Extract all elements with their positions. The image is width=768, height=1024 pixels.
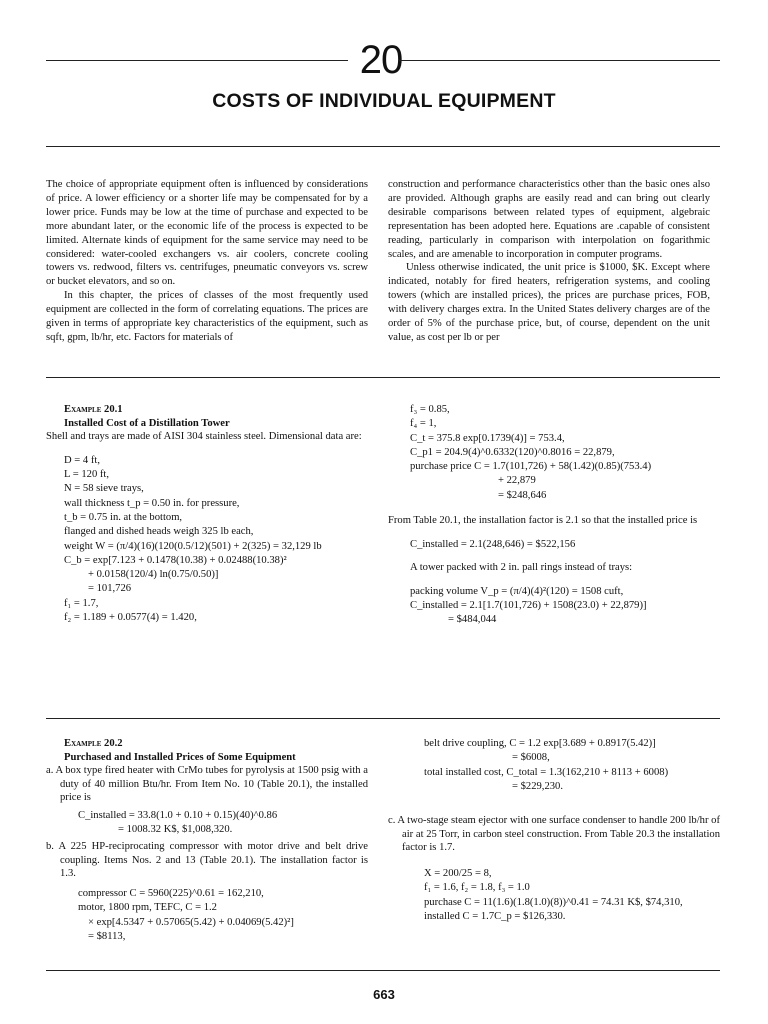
equation-line: = $484,044 xyxy=(448,614,497,626)
example-title: Installed Cost of a Distillation Tower xyxy=(64,417,230,429)
equation-line: purchase price C = 1.7(101,726) + 58(1.42)(0.85)(753.4) xyxy=(410,461,652,473)
equation-line: = $8113, xyxy=(88,930,126,942)
equation-line: C_p1 = 204.9(4)^0.6332(120)^0.8016 = 22,879, xyxy=(410,446,615,458)
equation-line: X = 200/25 = 8, xyxy=(424,867,492,879)
packing-note: A tower packed with 2 in. pall rings instead of trays: xyxy=(410,562,633,574)
equation-line: = $229,230. xyxy=(512,780,563,792)
item-a-text: a. A box type fired heater with CrMo tubes for pyrolysis at 1500 psig with a duty of 40 million Btu/hr. From Item No. 10 (Table 20.1), the installed price is xyxy=(46,765,368,804)
equation-line: C_t = 375.8 exp[0.1739(4)] = 753.4, xyxy=(410,432,565,444)
equation-line: D = 4 ft, xyxy=(64,454,100,466)
equation-line: + 22,879 xyxy=(498,475,536,487)
equation-line: = $248,646 xyxy=(498,489,547,501)
intro-paragraph: Unless otherwise indicated, the unit price is $1000, $K. Except where indicated, notably for fired heaters, refrigeration systems, and cooling towers (which are installed prices), the prices are purchase prices, FOB, with delivery charges extra. In the United States delivery charges are of the order of 5% of the purchase price, but, of course, dependent on the unit value, as cost per lb or per xyxy=(388,262,710,343)
equation-line: C_b = exp[7.123 + 0.1478(10.38) + 0.02488(10.38)² xyxy=(64,554,287,566)
equation-line: = 101,726 xyxy=(88,583,132,595)
intro-paragraph: construction and performance characteristics other than the basic ones also are provided. Although graphs are easily read and can bring out clearly desirable comparisons between related types of equipment, algebraic representation has been adopted here. Equations are .capable of consistent reading, particularly in comparison with interpolation on fogarithmic scales, and are amenable to incorporation in computer programs. xyxy=(388,179,710,260)
item-c-text: c. A two-stage steam ejector with one surface condenser to handle 200 lb/hr of air at 25 Torr, in carbon steel construction. From Table 20.3 the installation factor is 1.7. xyxy=(388,815,720,854)
equation-line: wall thickness t_p = 0.50 in. for pressure, xyxy=(64,497,240,509)
equation-line: C_installed = 2.1(248,646) = $522,156 xyxy=(410,538,576,550)
equation-line: L = 120 ft, xyxy=(64,469,110,481)
example-label: Example 20.1 xyxy=(64,404,123,415)
installation-note: From Table 20.1, the installation factor is 2.1 so that the installed price is xyxy=(388,515,698,527)
page-number: 663 xyxy=(373,987,395,1002)
example-20-2-right xyxy=(388,737,720,924)
intro-left-column xyxy=(46,178,368,345)
example-title: Purchased and Installed Prices of Some Equipment xyxy=(64,751,296,763)
equation-line: = 1008.32 K$, $1,008,320. xyxy=(118,823,233,835)
intro-paragraph: In this chapter, the prices of classes of the most frequently used equipment are collected in the form of correlating equations. The prices are given in terms of appropriate key characteristics of the equipment, such as sqft, gpm, lb/hr, etc. Factors for materials of xyxy=(46,290,368,343)
equation-line: f₁ = 1.6, f₂ = 1.8, f₃ = 1.0 xyxy=(424,882,530,894)
equation-line: × exp[4.5347 + 0.57065(5.42) + 0.04069(5.42)²] xyxy=(88,916,294,928)
header-bottom-rule xyxy=(46,146,720,147)
header-rule-right xyxy=(398,60,720,61)
equation-line: purchase C = 11(1.6)(1.8(1.0)(8))^0.41 = 74.31 K$, $74,310, xyxy=(424,896,683,908)
intro-paragraph: The choice of appropriate equipment often is influenced by considerations of price. A lower efficiency or a shorter life may be compensated for by a lower price. Funds may be low at the time of purchase and expected to be more abundant later, or the economic life of the process is expected to be limited. Alternate kinds of equipment for the same service may need to be considered: water-cooled exchangers vs. air coolers, concrete cooling towers vs. redwood, filters vs. centrifuges, pneumatic conveyors vs. screw or bucket elevators, and so on. xyxy=(46,179,368,288)
equation-line: + 0.0158(120/4) ln(0.75/0.50)] xyxy=(88,569,219,581)
chapter-title: COSTS OF INDIVIDUAL EQUIPMENT xyxy=(212,90,556,112)
equation-line: motor, 1800 rpm, TEFC, C = 1.2 xyxy=(78,902,217,914)
example-20-2-left xyxy=(46,737,368,944)
equation-line: compressor C = 5960(225)^0.61 = 162,210, xyxy=(78,887,264,899)
example-label: Example 20.2 xyxy=(64,738,123,749)
equation-line: C_installed = 2.1[1.7(101,726) + 1508(23.0) + 22,879)] xyxy=(410,600,647,612)
footer-rule xyxy=(46,970,720,971)
equation-line: flanged and dished heads weigh 325 lb each, xyxy=(64,526,254,538)
example-20-1-top-rule xyxy=(46,377,720,378)
equation-line: f₃ = 0.85, xyxy=(410,404,450,415)
example-intro: Shell and trays are made of AISI 304 stainless steel. Dimensional data are: xyxy=(46,431,362,443)
chapter-number: 20 xyxy=(359,38,403,82)
equation-line: f₂ = 1.189 + 0.0577(4) = 1.420, xyxy=(64,612,197,624)
equation-line: total installed cost, C_total = 1.3(162,210 + 8113 + 6008) xyxy=(424,766,669,778)
example-20-2-top-rule xyxy=(46,718,720,719)
equation-line: f₁ = 1.7, xyxy=(64,597,99,609)
item-b-text: b. A 225 HP-reciprocating compressor with motor drive and belt drive coupling. Items Nos. 2 and 13 (Table 20.1). The installation factor is 1.3. xyxy=(46,841,368,880)
equation-line: belt drive coupling, C = 1.2 exp[3.689 + 0.8917(5.42)] xyxy=(424,738,656,749)
equation-line: N = 58 sieve trays, xyxy=(64,483,144,495)
equation-line: packing volume V_p = (π/4)(4)²(120) = 1508 cuft, xyxy=(410,585,624,597)
equation-line: weight W = (π/4)(16)(120(0.5/12)(501) + 2(325) = 32,129 lb xyxy=(64,540,322,552)
equation-line: C_installed = 33.8(1.0 + 0.10 + 0.15)(40)^0.86 xyxy=(78,809,278,821)
equation-line: t_b = 0.75 in. at the bottom, xyxy=(64,511,183,523)
intro-right-column xyxy=(388,178,710,345)
equation-line: installed C = 1.7C_p = $126,330. xyxy=(424,910,566,922)
header-rule-left xyxy=(46,60,348,61)
example-20-1-right xyxy=(388,403,720,628)
equation-line: = $6008, xyxy=(512,752,550,764)
example-20-1-left xyxy=(46,403,368,625)
equation-line: f₄ = 1, xyxy=(410,418,437,430)
